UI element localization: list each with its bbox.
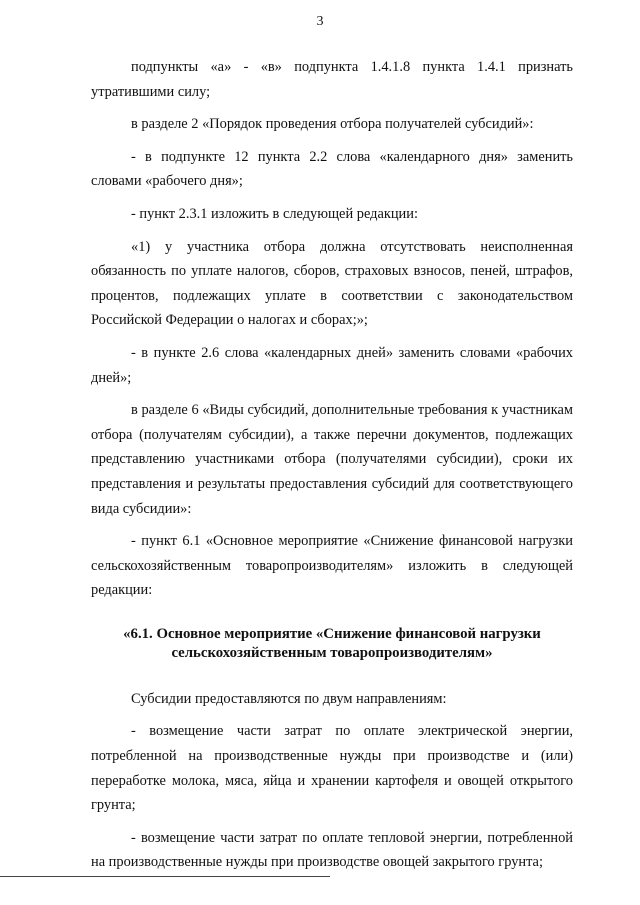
- section-heading-line-2: сельскохозяйственным товаропроизводителям»: [171, 644, 493, 661]
- paragraph-3: - в подпункте 12 пункта 2.2 слова «календарного дня» заменить словами «рабочего дня»;: [91, 148, 573, 190]
- paragraph-2: в разделе 2 «Порядок проведения отбора получателей субсидий»:: [131, 116, 534, 133]
- paragraph-5: «1) у участника отбора должна отсутствовать неисполненная обязанность по уплате налогов, сборов, страховых взносов, пеней, штрафов, процентов, подлежащих уплате в соответствии с законодательством Российской Федерации о налогах и сборах;»;: [91, 238, 573, 329]
- document-body: [91, 55, 573, 875]
- section-paragraph-2: - возмещение части затрат по оплате электрической энергии, потребленной на производственные нужды при производстве и (или) переработке молока, мяса, яйца и хранении картофеля и овощей открытого грунта;: [91, 723, 573, 814]
- footer-divider: [0, 876, 330, 877]
- paragraph-4: - пункт 2.3.1 изложить в следующей редакции:: [131, 205, 418, 222]
- paragraph-1: подпункты «а» - «в» подпункта 1.4.1.8 пункта 1.4.1 признать утратившими силу;: [91, 59, 573, 100]
- paragraph-8: - пункт 6.1 «Основное мероприятие «Снижение финансовой нагрузки сельскохозяйственным товаропроизводителям» изложить в следующей редакции:: [91, 533, 573, 599]
- section-paragraph-1: Субсидии предоставляются по двум направлениям:: [131, 690, 447, 707]
- page-number: 3: [316, 14, 324, 29]
- section-heading-line-1: «6.1. Основное мероприятие «Снижение финансовой нагрузки: [123, 625, 541, 642]
- section-heading: [91, 625, 573, 663]
- paragraph-7: в разделе 6 «Виды субсидий, дополнительные требования к участникам отбора (получателям субсидии), а также перечни документов, подлежащих представлению участниками отбора (получателями субсидии), сроки их представления и результаты предоставления субсидий для соответствующего вида субсидии»:: [91, 402, 573, 517]
- paragraph-6: - в пункте 2.6 слова «календарных дней» заменить словами «рабочих дней»;: [91, 344, 573, 386]
- section-paragraph-3: - возмещение части затрат по оплате тепловой энергии, потребленной на производственные нужды при производстве овощей закрытого грунта;: [91, 829, 573, 871]
